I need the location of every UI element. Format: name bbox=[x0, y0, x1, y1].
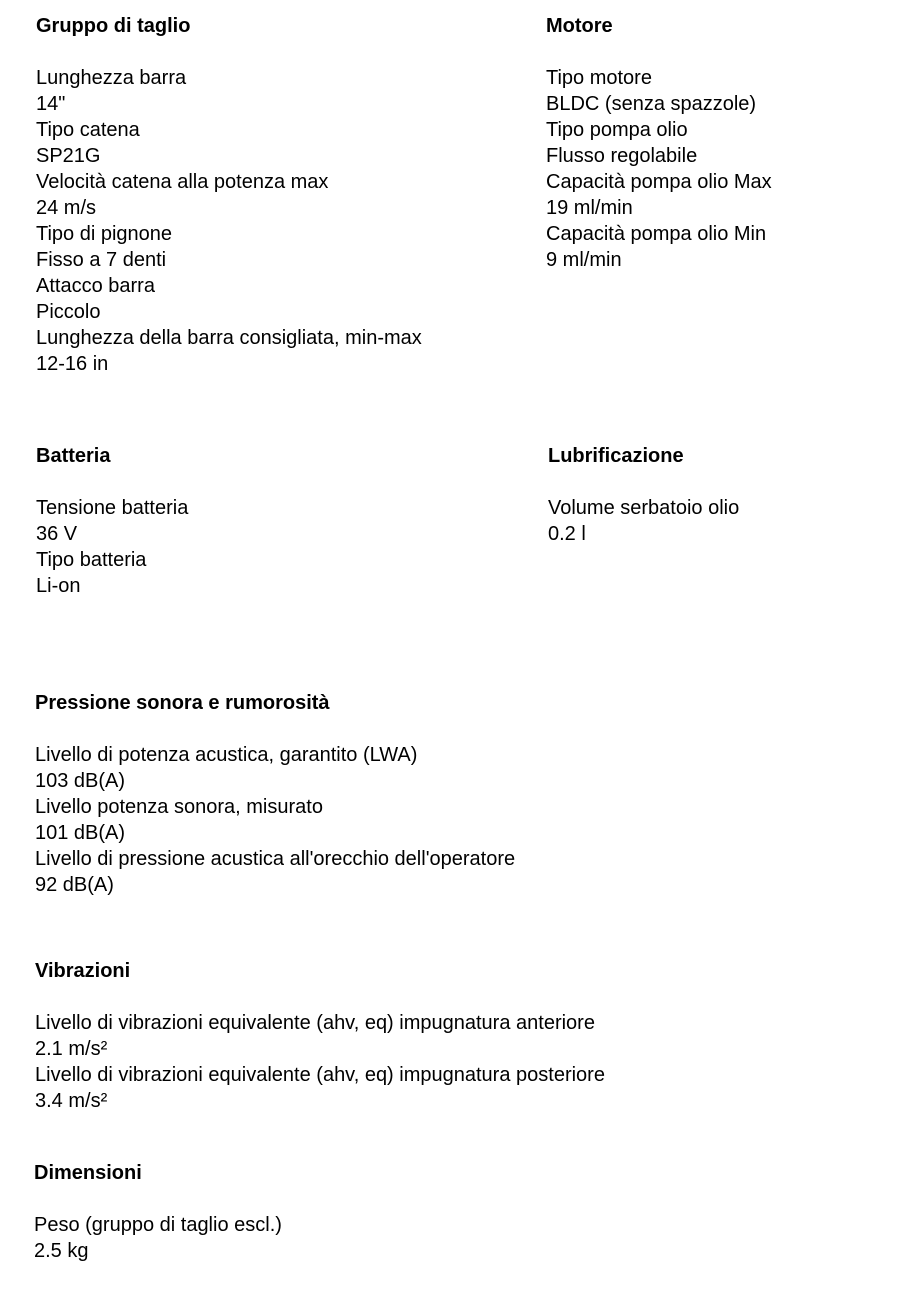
spec-value: Piccolo bbox=[36, 301, 101, 323]
spec-label: Livello di pressione acustica all'orecchio dell'operatore bbox=[35, 848, 516, 870]
section-title: Lubrificazione bbox=[548, 445, 684, 467]
spec-list bbox=[36, 65, 422, 377]
spec-list bbox=[546, 65, 772, 273]
spec-value: 0.2 l bbox=[548, 523, 586, 545]
section-lubrication bbox=[548, 443, 739, 547]
spec-label: Volume serbatoio olio bbox=[548, 497, 740, 519]
spec-value: 14" bbox=[36, 93, 66, 115]
spec-value: Li-on bbox=[36, 575, 81, 597]
spec-value: 36 V bbox=[36, 523, 78, 545]
section-title: Batteria bbox=[36, 445, 111, 467]
spec-value: Flusso regolabile bbox=[546, 145, 698, 167]
spec-list bbox=[36, 495, 188, 599]
section-title: Gruppo di taglio bbox=[36, 15, 191, 37]
spec-label: Attacco barra bbox=[36, 275, 155, 297]
spec-value: 101 dB(A) bbox=[35, 822, 126, 844]
spec-label: Lunghezza barra bbox=[36, 67, 187, 89]
section-dimensions bbox=[34, 1160, 282, 1264]
spec-label: Capacità pompa olio Max bbox=[546, 171, 772, 193]
section-cutting-group bbox=[36, 13, 422, 377]
section-title: Pressione sonora e rumorosità bbox=[35, 692, 330, 714]
spec-label: Livello di vibrazioni equivalente (ahv, eq) impugnatura posteriore bbox=[35, 1064, 605, 1086]
spec-value: SP21G bbox=[36, 145, 101, 167]
spec-label: Peso (gruppo di taglio escl.) bbox=[34, 1214, 282, 1236]
spec-label: Tipo pompa olio bbox=[546, 119, 688, 141]
spec-label: Tensione batteria bbox=[36, 497, 189, 519]
spec-list bbox=[35, 1010, 605, 1114]
spec-label: Tipo motore bbox=[546, 67, 652, 89]
spec-list bbox=[548, 495, 739, 547]
section-vibrations bbox=[35, 958, 605, 1114]
section-title: Motore bbox=[546, 15, 613, 37]
spec-value: 2.5 kg bbox=[34, 1240, 89, 1262]
spec-label: Velocità catena alla potenza max bbox=[36, 171, 329, 193]
spec-label: Capacità pompa olio Min bbox=[546, 223, 767, 245]
spec-value: 92 dB(A) bbox=[35, 874, 114, 896]
spec-label: Livello di vibrazioni equivalente (ahv, eq) impugnatura anteriore bbox=[35, 1012, 595, 1034]
spec-label: Lunghezza della barra consigliata, min-max bbox=[36, 327, 422, 349]
section-title: Vibrazioni bbox=[35, 960, 131, 982]
spec-label: Livello di potenza acustica, garantito (LWA) bbox=[35, 744, 418, 766]
spec-value: 24 m/s bbox=[36, 197, 97, 219]
spec-value: 12-16 in bbox=[36, 353, 109, 375]
section-sound bbox=[35, 690, 515, 898]
spec-value: 103 dB(A) bbox=[35, 770, 126, 792]
spec-label: Tipo di pignone bbox=[36, 223, 173, 245]
section-motor bbox=[546, 13, 772, 273]
spec-value: 9 ml/min bbox=[546, 249, 622, 271]
spec-label: Tipo batteria bbox=[36, 549, 147, 571]
spec-label: Livello potenza sonora, misurato bbox=[35, 796, 323, 818]
spec-value: 3.4 m/s² bbox=[35, 1090, 108, 1112]
section-title: Dimensioni bbox=[34, 1162, 142, 1184]
spec-value: 19 ml/min bbox=[546, 197, 633, 219]
section-battery bbox=[36, 443, 188, 599]
spec-label: Tipo catena bbox=[36, 119, 140, 141]
spec-value: 2.1 m/s² bbox=[35, 1038, 108, 1060]
spec-value: BLDC (senza spazzole) bbox=[546, 93, 757, 115]
spec-list bbox=[35, 742, 515, 898]
spec-list bbox=[34, 1212, 282, 1264]
spec-value: Fisso a 7 denti bbox=[36, 249, 167, 271]
